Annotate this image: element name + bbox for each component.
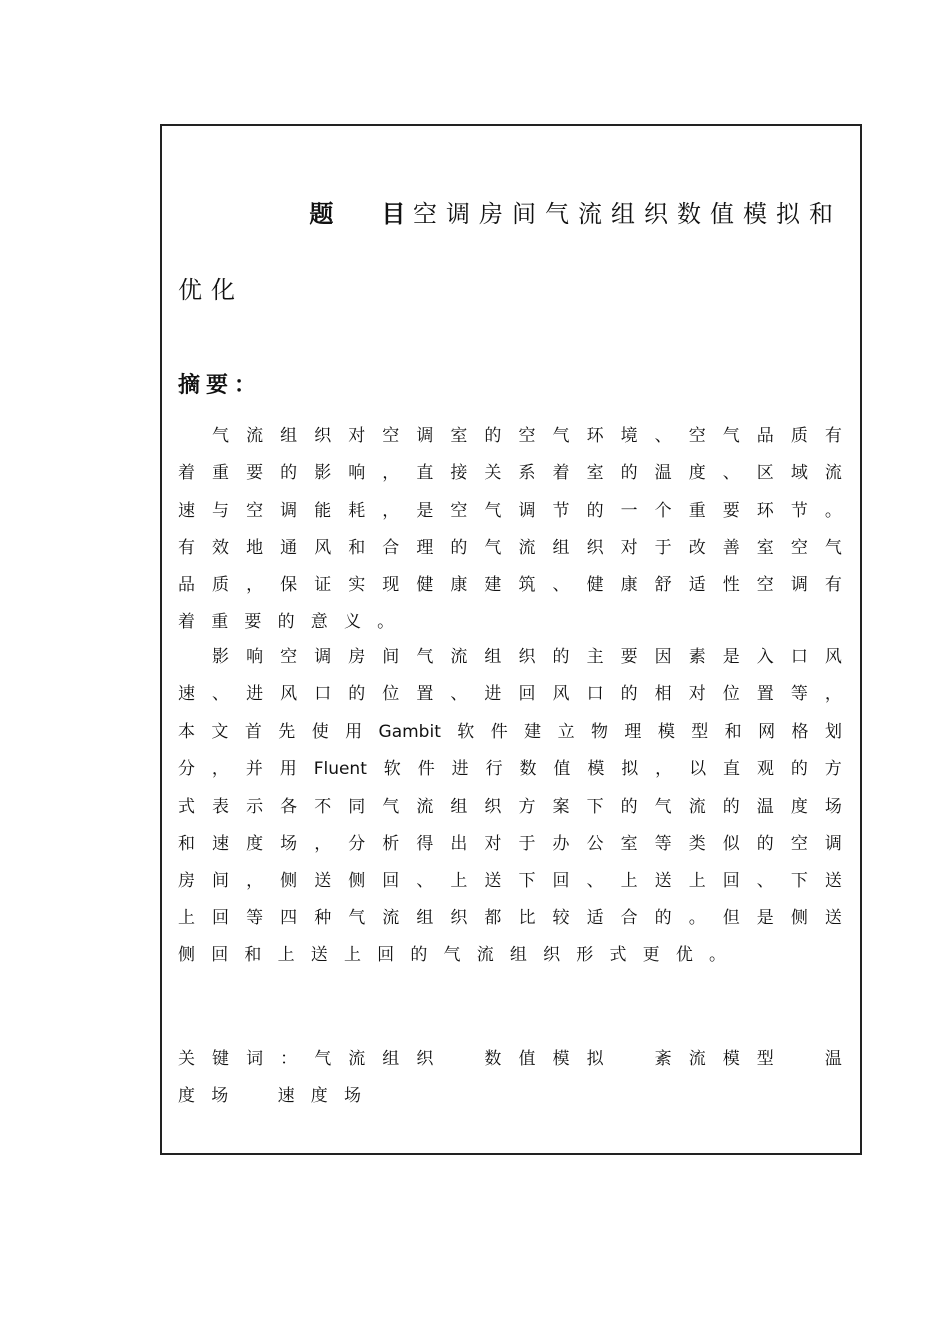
abstract-line: 和 速 度 场 ， 分 析 得 出 对 于 办 公 室 等 类 似 的 空 调	[178, 834, 842, 854]
abstract-heading: 摘要：	[178, 373, 263, 398]
abstract-line: 有 效 地 通 风 和 合 理 的 气 流 组 织 对 于 改 善 室 空 气	[178, 538, 842, 558]
abstract-line: 速 与 空 调 能 耗 ， 是 空 气 调 节 的 一 个 重 要 环 节 。	[178, 501, 842, 521]
title-text-line2: 优化	[178, 276, 244, 304]
abstract-line: 气 流 组 织 对 空 调 室 的 空 气 环 境 、 空 气 品 质 有	[212, 426, 842, 446]
abstract-line: 本 文 首 先 使 用 Gambit 软 件 建 立 物 理 模 型 和 网 格 划	[178, 722, 842, 742]
abstract-line: 式 表 示 各 不 同 气 流 组 织 方 案 下 的 气 流 的 温 度 场	[178, 797, 842, 817]
abstract-line: 着 重 要 的 意 义 。	[178, 612, 395, 632]
abstract-line: 上 回 等 四 种 气 流 组 织 都 比 较 适 合 的 。 但 是 侧 送	[178, 908, 842, 928]
title-line	[178, 199, 842, 229]
abstract-line: 房 间 ， 侧 送 侧 回 、 上 送 下 回 、 上 送 上 回 、 下 送	[178, 871, 842, 891]
abstract-line: 分 ， 并 用 Fluent 软 件 进 行 数 值 模 拟 ， 以 直 观 的 方	[178, 759, 842, 779]
keywords-line1: 关 键 词 ： 气 流 组 织 数 值 模 拟 紊 流 模 型 温	[178, 1049, 842, 1069]
title-text-line1: 空调房间气流组织数值模拟和	[413, 200, 842, 228]
abstract-line: 品 质 ， 保 证 实 现 健 康 建 筑 、 健 康 舒 适 性 空 调 有	[178, 575, 842, 595]
title-label: 题 目	[309, 200, 406, 228]
keywords-line2: 度 场 速 度 场	[178, 1086, 361, 1106]
abstract-line: 速 、 进 风 口 的 位 置 、 进 回 风 口 的 相 对 位 置 等 ，	[178, 684, 842, 704]
abstract-line: 侧 回 和 上 送 上 回 的 气 流 组 织 形 式 更 优 。	[178, 945, 726, 965]
abstract-line: 着 重 要 的 影 响 ， 直 接 关 系 着 室 的 温 度 、 区 域 流	[178, 463, 842, 483]
abstract-line: 影 响 空 调 房 间 气 流 组 织 的 主 要 因 素 是 入 口 风	[212, 647, 842, 667]
